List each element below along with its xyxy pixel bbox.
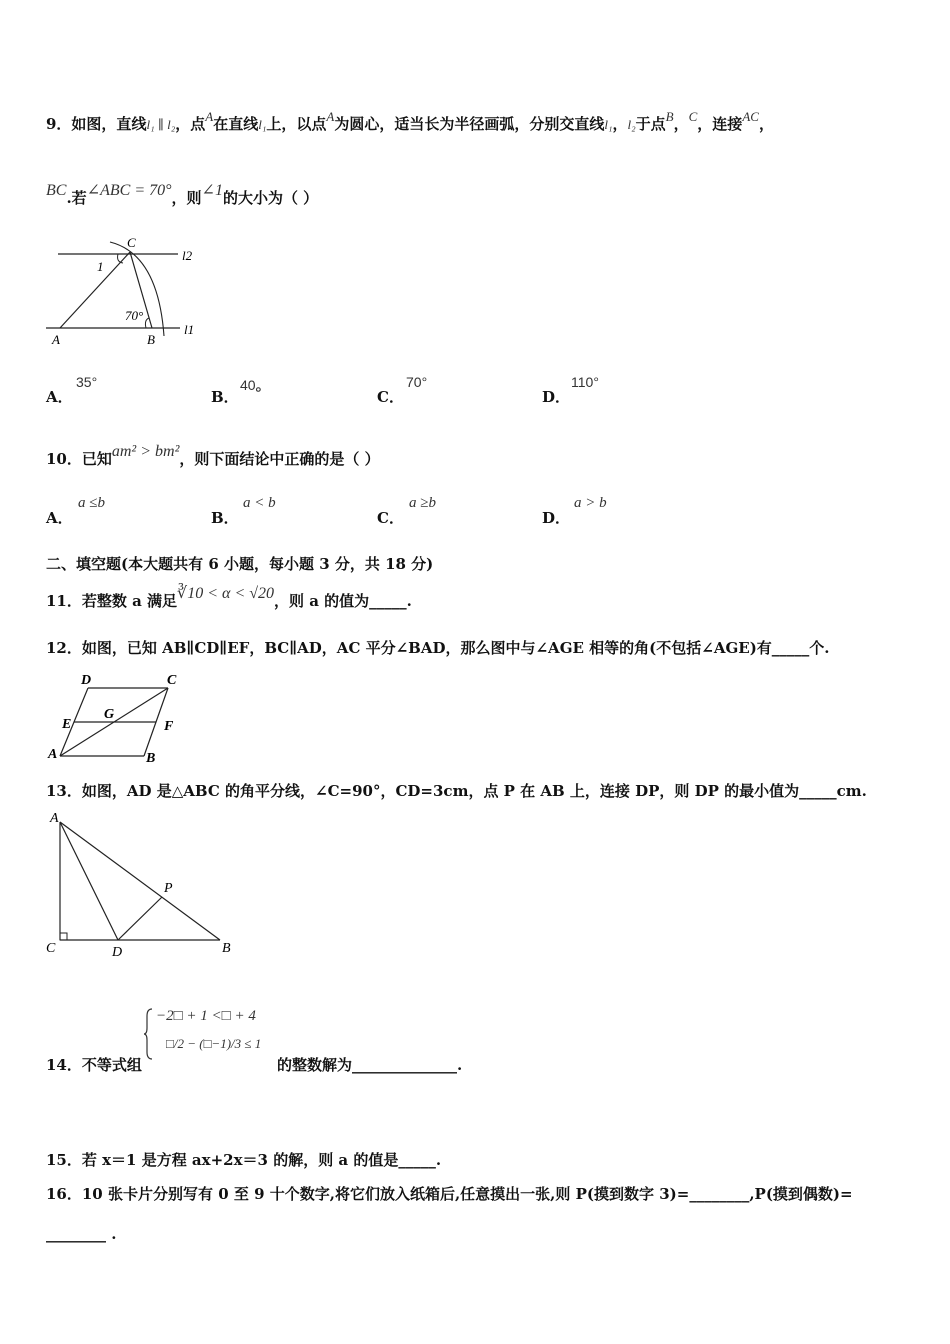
q9-option-a: A． — [46, 388, 73, 406]
q14-system-line2: □/2 − (□−1)/3 ≤ 1 — [166, 1036, 262, 1051]
section2-title: 二、填空题(本大题共有 6 小题，每小题 3 分，共 18 分) — [46, 555, 434, 573]
q9-option-b-value: 40。 — [240, 377, 271, 394]
q10-option-d-value: a > b — [574, 495, 607, 511]
q9-figure — [40, 232, 210, 350]
q9-line2: BC.若∠ABC = 70°，则∠1的大小为（ ） — [46, 182, 319, 207]
label-d: D — [81, 673, 92, 688]
label-c: C — [46, 941, 56, 956]
q10-option-c: C． — [377, 509, 404, 527]
label-b: B — [222, 941, 231, 956]
label-70: 70° — [125, 308, 144, 323]
q14-prefix: 14．不等式组 — [46, 1056, 142, 1074]
q9-line1: 9．如图，直线l₁ ∥ l₂，点A在直线l₁上，以点A为圆心，适当长为半径画弧，分别交直线l₁，l₂于点B，C，连接AC， — [46, 109, 774, 133]
q9-option-d-value: 110° — [571, 374, 599, 390]
segment-ad — [60, 822, 118, 940]
label-g: G — [104, 707, 115, 722]
label-p: P — [164, 881, 173, 896]
label-e: E — [62, 717, 72, 732]
q10-option-a: A． — [46, 509, 73, 527]
q10-option-c-value: a ≥b — [409, 495, 436, 511]
label-c: C — [127, 235, 136, 250]
q11-line: 11．若整数 a 满足∛10 < α < √20，则 a 的值为_____. — [46, 585, 412, 610]
angle-1-mark — [118, 254, 123, 263]
q9-option-a-value: 35° — [76, 374, 98, 390]
q9-option-c: C． — [377, 388, 404, 406]
label-1: 1 — [97, 259, 104, 274]
q10-option-b-value: a < b — [243, 495, 276, 511]
q13-line: 13．如图，AD 是△ABC 的角平分线，∠C=90°，CD=3cm，点 P 在 AB 上，连接 DP，则 DP 的最小值为_____cm. — [46, 782, 867, 800]
label-a: A — [50, 811, 59, 826]
q12-line: 12．如图，已知 AB∥CD∥EF，BC∥AD，AC 平分∠BAD，那么图中与∠AGE 相等的角(不包括∠AGE)有_____个. — [46, 639, 830, 657]
label-a: A — [52, 332, 60, 347]
q10-option-a-value: a ≤b — [78, 495, 105, 511]
q10-option-d: D． — [542, 509, 571, 527]
q16-line1: 16．10 张卡片分别写有 0 至 9 十个数字,将它们放入纸箱后,任意摸出一张,则 P(摸到数字 3)=________,P(摸到偶数)= — [46, 1185, 853, 1203]
q13-figure — [44, 810, 244, 960]
label-a: A — [48, 747, 58, 762]
q14-brace — [144, 1008, 154, 1060]
label-f: F — [164, 719, 174, 734]
segment-ab — [60, 822, 220, 940]
label-l2: l2 — [182, 248, 193, 263]
label-b: B — [147, 332, 155, 347]
label-l1: l1 — [184, 322, 195, 337]
q14-system-line1: −2□ + 1 <□ + 4 — [156, 1008, 256, 1024]
q15-line: 15．若 x＝1 是方程 ax+2x＝3 的解，则 a 的值是_____. — [46, 1151, 442, 1169]
q16-line2: ________ . — [46, 1225, 117, 1243]
q9-option-c-value: 70° — [406, 374, 428, 390]
q10-line: 10．已知am² > bm²，则下面结论中正确的是（ ） — [46, 443, 380, 468]
q14-suffix: 的整数解为______________. — [277, 1056, 463, 1074]
label-d: D — [112, 945, 123, 960]
label-b: B — [146, 751, 156, 766]
q12-figure — [44, 670, 194, 766]
segment-dp — [118, 897, 162, 940]
q9-option-b: B． — [211, 388, 239, 406]
segment-ac — [60, 252, 130, 328]
q9-option-d: D． — [542, 388, 571, 406]
q10-option-b: B． — [211, 509, 239, 527]
label-c: C — [167, 673, 177, 688]
angle-70-mark — [145, 318, 149, 328]
right-angle-mark — [60, 933, 67, 940]
